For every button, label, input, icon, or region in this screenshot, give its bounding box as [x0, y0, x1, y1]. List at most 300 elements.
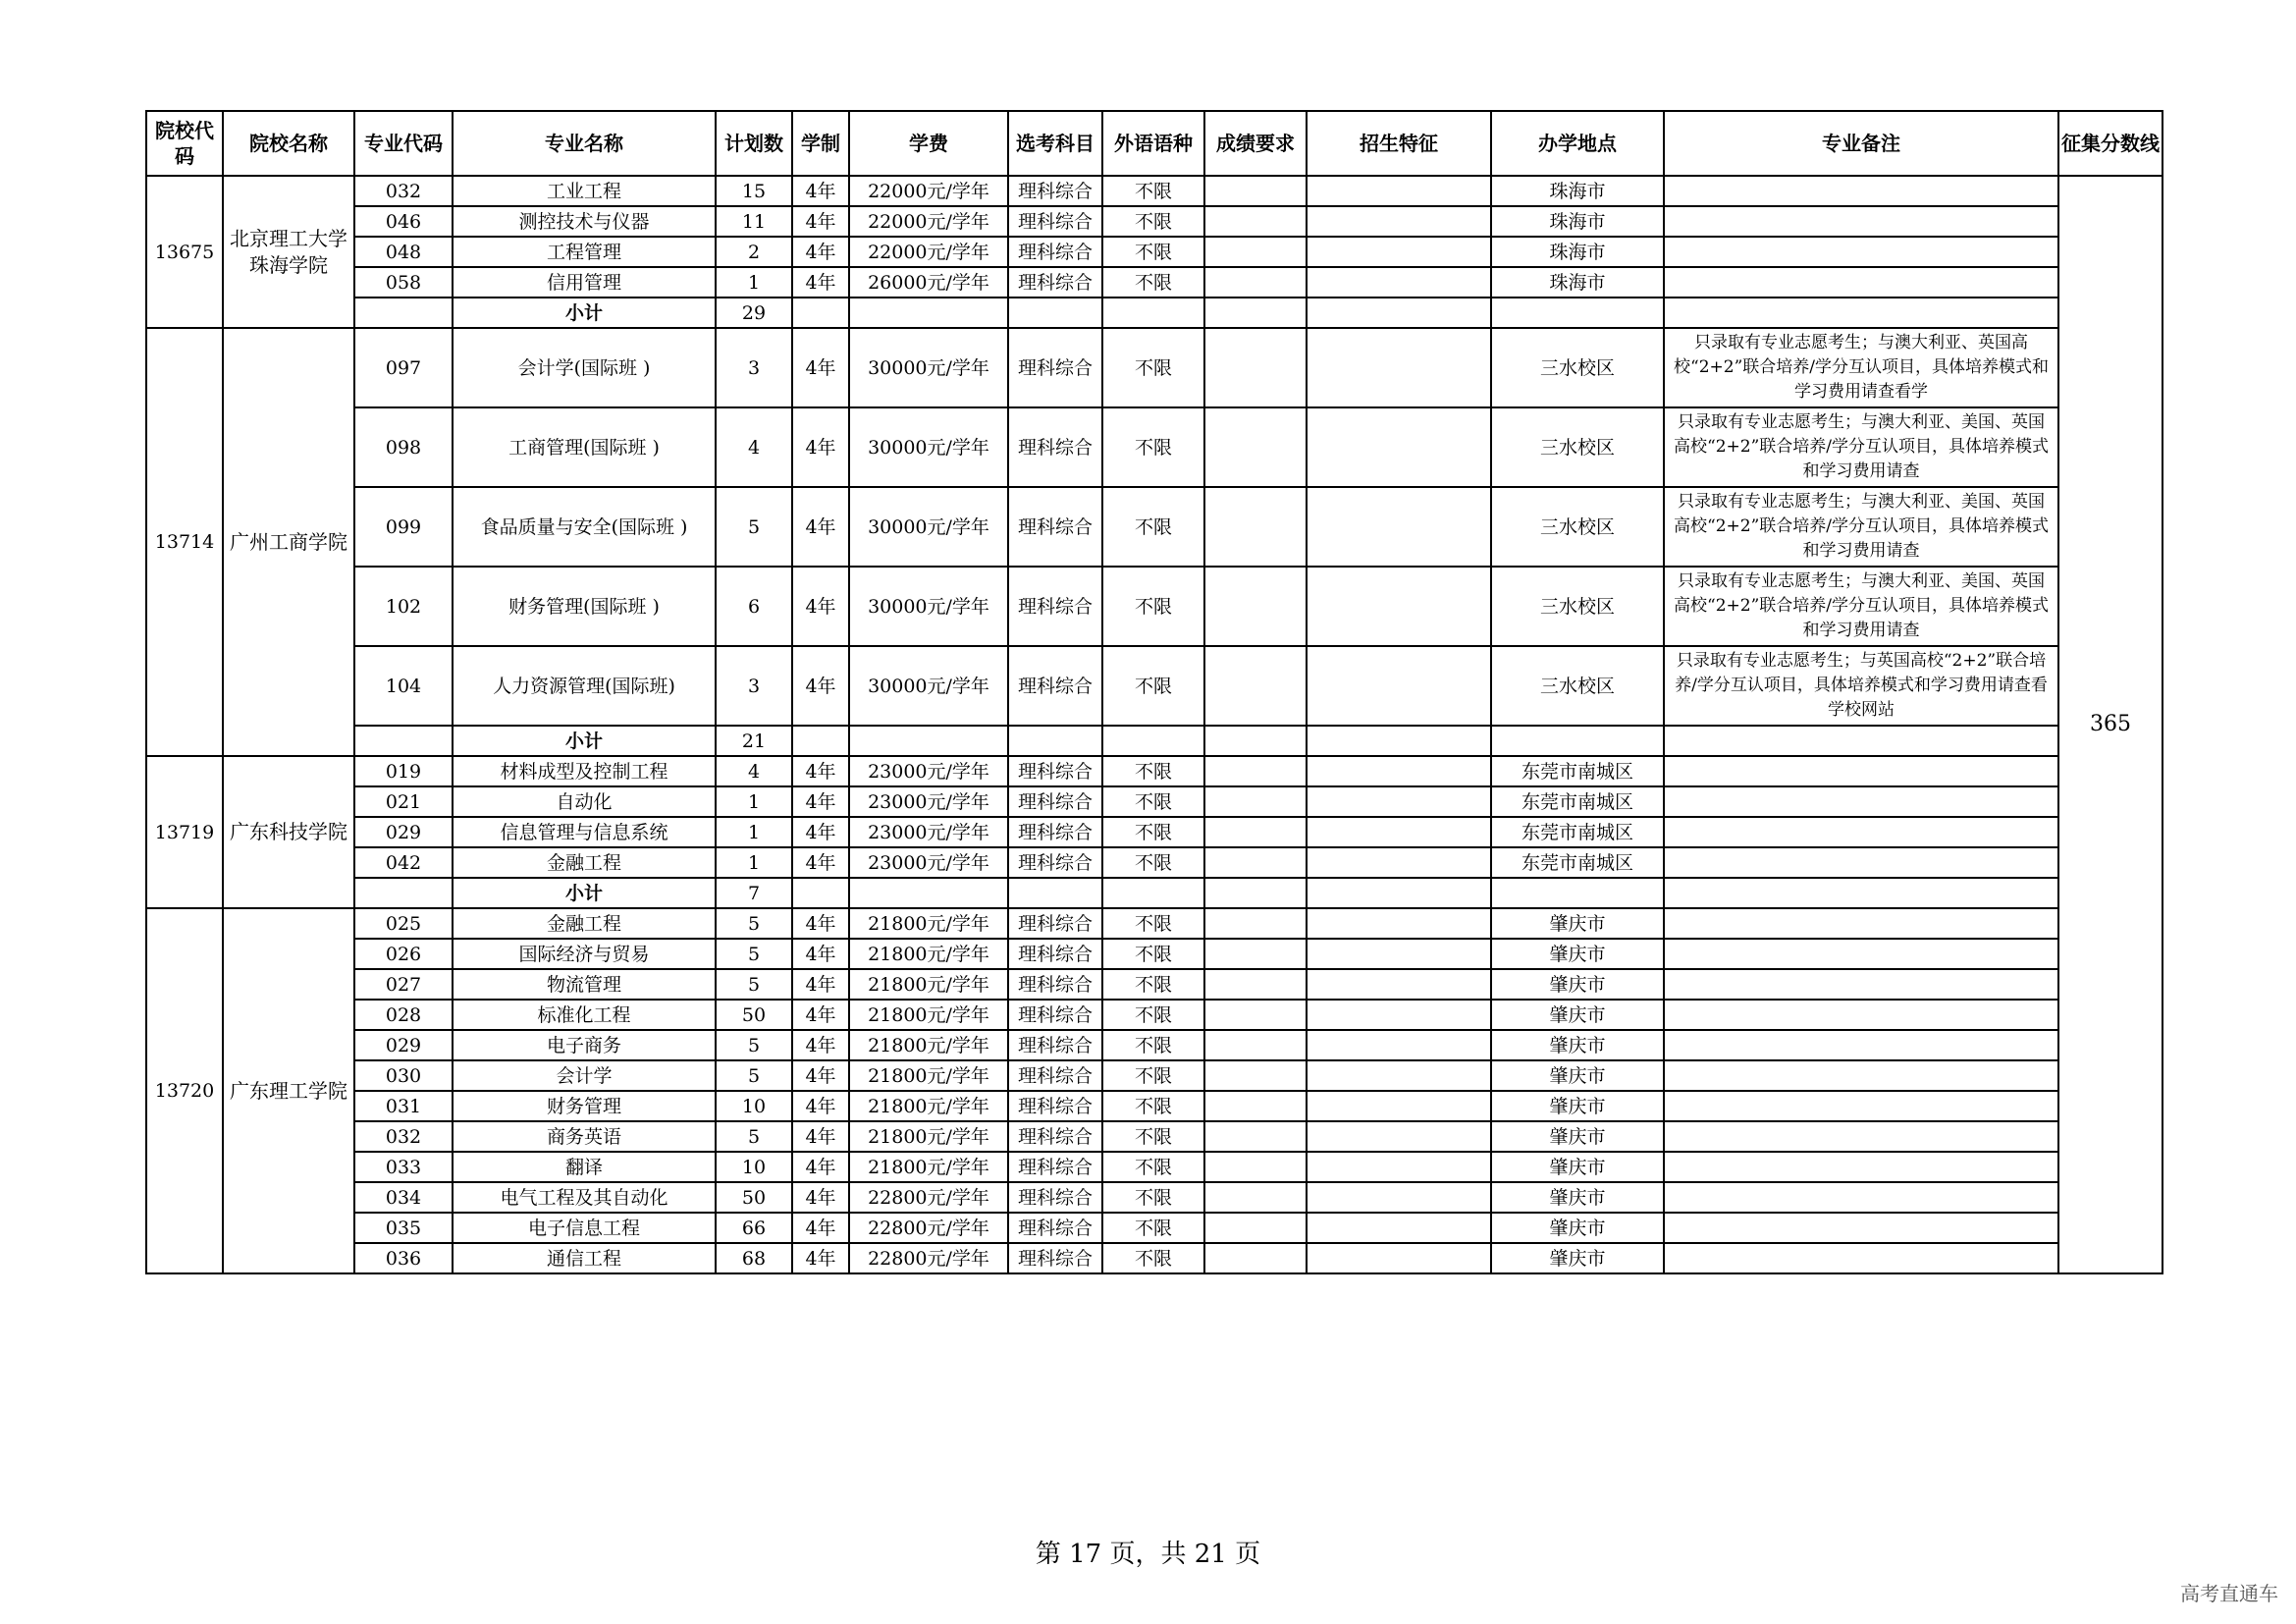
location-cell: 三水校区	[1491, 487, 1664, 567]
language-cell: 不限	[1102, 786, 1204, 817]
major-code-cell: 032	[354, 1121, 453, 1152]
major-name-cell: 标准化工程	[453, 1000, 716, 1030]
duration-cell: 4年	[792, 756, 849, 786]
subtotal-value-cell: 29	[716, 298, 792, 328]
major-name-cell: 自动化	[453, 786, 716, 817]
features-cell	[1307, 847, 1491, 878]
plan-count-cell: 5	[716, 1121, 792, 1152]
tuition-cell: 22800元/学年	[849, 1182, 1008, 1213]
empty-cell	[1664, 726, 2058, 756]
notes-cell	[1664, 908, 2058, 939]
major-code-cell: 033	[354, 1152, 453, 1182]
score-req-cell	[1204, 847, 1307, 878]
plan-count-cell: 66	[716, 1213, 792, 1243]
major-code-cell: 099	[354, 487, 453, 567]
page-footer: 第 17 页，共 21 页	[1035, 1540, 1261, 1569]
language-cell: 不限	[1102, 969, 1204, 1000]
language-cell: 不限	[1102, 1121, 1204, 1152]
notes-cell	[1664, 969, 2058, 1000]
notes-cell	[1664, 1091, 2058, 1121]
major-code-cell: 102	[354, 567, 453, 646]
major-name-cell: 金融工程	[453, 847, 716, 878]
subjects-cell: 理科综合	[1008, 1030, 1102, 1060]
table-row	[146, 328, 2163, 407]
features-cell	[1307, 817, 1491, 847]
major-code-cell: 048	[354, 237, 453, 267]
subtotal-row	[146, 726, 2163, 756]
plan-count-cell: 50	[716, 1000, 792, 1030]
tuition-cell: 21800元/学年	[849, 1000, 1008, 1030]
empty-cell	[792, 726, 849, 756]
duration-cell: 4年	[792, 267, 849, 298]
subjects-cell: 理科综合	[1008, 267, 1102, 298]
table-row	[146, 939, 2163, 969]
notes-cell	[1664, 237, 2058, 267]
plan-count-cell: 50	[716, 1182, 792, 1213]
plan-count-cell: 10	[716, 1152, 792, 1182]
features-cell	[1307, 267, 1491, 298]
table-row	[146, 176, 2163, 206]
score-req-cell	[1204, 487, 1307, 567]
header-language: 外语语种	[1102, 111, 1204, 176]
language-cell: 不限	[1102, 1000, 1204, 1030]
subjects-cell: 理科综合	[1008, 817, 1102, 847]
score-line-cell: 365	[2058, 176, 2163, 1273]
major-code-cell: 046	[354, 206, 453, 237]
score-req-cell	[1204, 1182, 1307, 1213]
score-req-cell	[1204, 1121, 1307, 1152]
empty-cell	[1307, 298, 1491, 328]
features-cell	[1307, 206, 1491, 237]
header-duration: 学制	[792, 111, 849, 176]
score-req-cell	[1204, 206, 1307, 237]
major-code-cell: 021	[354, 786, 453, 817]
language-cell: 不限	[1102, 206, 1204, 237]
features-cell	[1307, 1152, 1491, 1182]
duration-cell: 4年	[792, 567, 849, 646]
features-cell	[1307, 1060, 1491, 1091]
notes-cell	[1664, 267, 2058, 298]
subjects-cell: 理科综合	[1008, 1121, 1102, 1152]
major-name-cell: 电子信息工程	[453, 1213, 716, 1243]
score-req-cell	[1204, 786, 1307, 817]
language-cell: 不限	[1102, 847, 1204, 878]
major-name-cell: 物流管理	[453, 969, 716, 1000]
location-cell: 珠海市	[1491, 267, 1664, 298]
subjects-cell: 理科综合	[1008, 237, 1102, 267]
major-name-cell: 通信工程	[453, 1243, 716, 1273]
major-code-cell: 029	[354, 817, 453, 847]
score-req-cell	[1204, 908, 1307, 939]
location-cell: 三水校区	[1491, 567, 1664, 646]
features-cell	[1307, 908, 1491, 939]
subjects-cell: 理科综合	[1008, 1152, 1102, 1182]
notes-cell	[1664, 1152, 2058, 1182]
language-cell: 不限	[1102, 487, 1204, 567]
score-req-cell	[1204, 1091, 1307, 1121]
score-req-cell	[1204, 1213, 1307, 1243]
notes-cell	[1664, 1182, 2058, 1213]
empty-cell	[1307, 726, 1491, 756]
major-code-cell: 036	[354, 1243, 453, 1273]
language-cell: 不限	[1102, 939, 1204, 969]
major-code-cell: 027	[354, 969, 453, 1000]
duration-cell: 4年	[792, 1152, 849, 1182]
language-cell: 不限	[1102, 1060, 1204, 1091]
empty-cell	[792, 298, 849, 328]
language-cell: 不限	[1102, 908, 1204, 939]
empty-cell	[1491, 878, 1664, 908]
header-school-name: 院校名称	[223, 111, 354, 176]
subtotal-spacer-cell	[354, 298, 453, 328]
major-name-cell: 工业工程	[453, 176, 716, 206]
tuition-cell: 30000元/学年	[849, 567, 1008, 646]
school-name-cell: 北京理工大学珠海学院	[223, 176, 354, 328]
location-cell: 东莞市南城区	[1491, 847, 1664, 878]
major-name-cell: 电气工程及其自动化	[453, 1182, 716, 1213]
score-req-cell	[1204, 407, 1307, 487]
features-cell	[1307, 1030, 1491, 1060]
plan-count-cell: 5	[716, 939, 792, 969]
duration-cell: 4年	[792, 1060, 849, 1091]
subjects-cell: 理科综合	[1008, 908, 1102, 939]
features-cell	[1307, 646, 1491, 726]
header-row	[146, 111, 2163, 176]
tuition-cell: 30000元/学年	[849, 328, 1008, 407]
language-cell: 不限	[1102, 1182, 1204, 1213]
notes-cell	[1664, 1243, 2058, 1273]
location-cell: 肇庆市	[1491, 1243, 1664, 1273]
tuition-cell: 21800元/学年	[849, 1091, 1008, 1121]
empty-cell	[1204, 298, 1307, 328]
tuition-cell: 23000元/学年	[849, 817, 1008, 847]
notes-cell	[1664, 1213, 2058, 1243]
location-cell: 肇庆市	[1491, 908, 1664, 939]
language-cell: 不限	[1102, 1243, 1204, 1273]
header-features: 招生特征	[1307, 111, 1491, 176]
subtotal-spacer-cell	[354, 726, 453, 756]
plan-count-cell: 5	[716, 969, 792, 1000]
empty-cell	[1008, 726, 1102, 756]
table-row	[146, 786, 2163, 817]
major-name-cell: 测控技术与仪器	[453, 206, 716, 237]
subjects-cell: 理科综合	[1008, 407, 1102, 487]
subtotal-label-cell: 小计	[453, 298, 716, 328]
language-cell: 不限	[1102, 407, 1204, 487]
subjects-cell: 理科综合	[1008, 786, 1102, 817]
empty-cell	[849, 878, 1008, 908]
plan-count-cell: 5	[716, 487, 792, 567]
features-cell	[1307, 567, 1491, 646]
school-code-cell: 13719	[146, 756, 223, 908]
location-cell: 东莞市南城区	[1491, 786, 1664, 817]
table-row	[146, 487, 2163, 567]
score-req-cell	[1204, 1243, 1307, 1273]
table-row	[146, 756, 2163, 786]
plan-count-cell: 1	[716, 267, 792, 298]
tuition-cell: 21800元/学年	[849, 1121, 1008, 1152]
plan-count-cell: 1	[716, 817, 792, 847]
plan-count-cell: 4	[716, 756, 792, 786]
plan-count-cell: 5	[716, 908, 792, 939]
tuition-cell: 30000元/学年	[849, 487, 1008, 567]
table-row	[146, 1121, 2163, 1152]
table-row	[146, 1213, 2163, 1243]
notes-cell	[1664, 206, 2058, 237]
plan-count-cell: 1	[716, 847, 792, 878]
major-code-cell: 097	[354, 328, 453, 407]
major-name-cell: 会计学(国际班 )	[453, 328, 716, 407]
language-cell: 不限	[1102, 756, 1204, 786]
major-code-cell: 098	[354, 407, 453, 487]
notes-cell: 只录取有专业志愿考生；与澳大利亚、美国、英国高校“2+2”联合培养/学分互认项目，具体培养模式和学习费用请查	[1664, 567, 2058, 646]
plan-count-cell: 1	[716, 786, 792, 817]
subjects-cell: 理科综合	[1008, 969, 1102, 1000]
location-cell: 珠海市	[1491, 237, 1664, 267]
score-req-cell	[1204, 939, 1307, 969]
header-plan-count: 计划数	[716, 111, 792, 176]
empty-cell	[1102, 878, 1204, 908]
table-row	[146, 1000, 2163, 1030]
empty-cell	[1204, 878, 1307, 908]
tuition-cell: 21800元/学年	[849, 969, 1008, 1000]
subjects-cell: 理科综合	[1008, 328, 1102, 407]
language-cell: 不限	[1102, 646, 1204, 726]
header-tuition: 学费	[849, 111, 1008, 176]
subtotal-value-cell: 21	[716, 726, 792, 756]
major-code-cell: 029	[354, 1030, 453, 1060]
location-cell: 东莞市南城区	[1491, 817, 1664, 847]
score-req-cell	[1204, 646, 1307, 726]
features-cell	[1307, 939, 1491, 969]
major-name-cell: 财务管理(国际班 )	[453, 567, 716, 646]
plan-count-cell: 3	[716, 328, 792, 407]
plan-count-cell: 11	[716, 206, 792, 237]
empty-cell	[1491, 726, 1664, 756]
table-row	[146, 1152, 2163, 1182]
subjects-cell: 理科综合	[1008, 206, 1102, 237]
major-name-cell: 人力资源管理(国际班)	[453, 646, 716, 726]
score-req-cell	[1204, 1030, 1307, 1060]
features-cell	[1307, 328, 1491, 407]
school-code-cell: 13714	[146, 328, 223, 756]
header-school-code: 院校代码	[146, 111, 223, 176]
plan-count-cell: 5	[716, 1030, 792, 1060]
table-row	[146, 847, 2163, 878]
notes-cell: 只录取有专业志愿考生；与澳大利亚、美国、英国高校“2+2”联合培养/学分互认项目，具体培养模式和学习费用请查	[1664, 487, 2058, 567]
plan-count-cell: 5	[716, 1060, 792, 1091]
subtotal-label-cell: 小计	[453, 878, 716, 908]
duration-cell: 4年	[792, 1243, 849, 1273]
major-code-cell: 030	[354, 1060, 453, 1091]
language-cell: 不限	[1102, 328, 1204, 407]
table-row	[146, 1060, 2163, 1091]
notes-cell	[1664, 817, 2058, 847]
duration-cell: 4年	[792, 1000, 849, 1030]
subjects-cell: 理科综合	[1008, 646, 1102, 726]
location-cell: 三水校区	[1491, 328, 1664, 407]
notes-cell	[1664, 756, 2058, 786]
empty-cell	[1102, 298, 1204, 328]
table-row	[146, 908, 2163, 939]
major-code-cell: 026	[354, 939, 453, 969]
score-req-cell	[1204, 1060, 1307, 1091]
table-row	[146, 1243, 2163, 1273]
empty-cell	[1102, 726, 1204, 756]
subjects-cell: 理科综合	[1008, 1213, 1102, 1243]
tuition-cell: 23000元/学年	[849, 786, 1008, 817]
tuition-cell: 21800元/学年	[849, 939, 1008, 969]
table-row	[146, 267, 2163, 298]
language-cell: 不限	[1102, 267, 1204, 298]
features-cell	[1307, 756, 1491, 786]
tuition-cell: 21800元/学年	[849, 908, 1008, 939]
location-cell: 东莞市南城区	[1491, 756, 1664, 786]
duration-cell: 4年	[792, 847, 849, 878]
empty-cell	[1664, 878, 2058, 908]
major-code-cell: 034	[354, 1182, 453, 1213]
features-cell	[1307, 1091, 1491, 1121]
plan-count-cell: 10	[716, 1091, 792, 1121]
major-code-cell: 035	[354, 1213, 453, 1243]
location-cell: 珠海市	[1491, 176, 1664, 206]
subjects-cell: 理科综合	[1008, 1091, 1102, 1121]
subjects-cell: 理科综合	[1008, 756, 1102, 786]
duration-cell: 4年	[792, 176, 849, 206]
score-req-cell	[1204, 328, 1307, 407]
duration-cell: 4年	[792, 817, 849, 847]
score-req-cell	[1204, 1000, 1307, 1030]
table-row	[146, 407, 2163, 487]
header-score-req: 成绩要求	[1204, 111, 1307, 176]
tuition-cell: 30000元/学年	[849, 646, 1008, 726]
subjects-cell: 理科综合	[1008, 176, 1102, 206]
duration-cell: 4年	[792, 939, 849, 969]
language-cell: 不限	[1102, 1213, 1204, 1243]
language-cell: 不限	[1102, 1030, 1204, 1060]
features-cell	[1307, 1213, 1491, 1243]
tuition-cell: 23000元/学年	[849, 756, 1008, 786]
subtotal-spacer-cell	[354, 878, 453, 908]
tuition-cell: 23000元/学年	[849, 847, 1008, 878]
plan-count-cell: 68	[716, 1243, 792, 1273]
header-major-name: 专业名称	[453, 111, 716, 176]
subjects-cell: 理科综合	[1008, 1000, 1102, 1030]
subjects-cell: 理科综合	[1008, 1182, 1102, 1213]
school-code-cell: 13720	[146, 908, 223, 1273]
score-req-cell	[1204, 267, 1307, 298]
language-cell: 不限	[1102, 237, 1204, 267]
features-cell	[1307, 407, 1491, 487]
duration-cell: 4年	[792, 908, 849, 939]
empty-cell	[1664, 298, 2058, 328]
tuition-cell: 21800元/学年	[849, 1030, 1008, 1060]
table-row	[146, 1091, 2163, 1121]
notes-cell	[1664, 1000, 2058, 1030]
duration-cell: 4年	[792, 237, 849, 267]
notes-cell	[1664, 1060, 2058, 1091]
major-code-cell: 032	[354, 176, 453, 206]
duration-cell: 4年	[792, 206, 849, 237]
major-name-cell: 信用管理	[453, 267, 716, 298]
score-req-cell	[1204, 1152, 1307, 1182]
major-name-cell: 国际经济与贸易	[453, 939, 716, 969]
location-cell: 肇庆市	[1491, 939, 1664, 969]
duration-cell: 4年	[792, 1030, 849, 1060]
duration-cell: 4年	[792, 1213, 849, 1243]
tuition-cell: 21800元/学年	[849, 1152, 1008, 1182]
location-cell: 肇庆市	[1491, 1000, 1664, 1030]
score-req-cell	[1204, 567, 1307, 646]
location-cell: 三水校区	[1491, 646, 1664, 726]
notes-cell	[1664, 1121, 2058, 1152]
empty-cell	[1008, 298, 1102, 328]
empty-cell	[849, 726, 1008, 756]
location-cell: 肇庆市	[1491, 1182, 1664, 1213]
features-cell	[1307, 487, 1491, 567]
features-cell	[1307, 969, 1491, 1000]
major-name-cell: 会计学	[453, 1060, 716, 1091]
major-code-cell: 025	[354, 908, 453, 939]
tuition-cell: 22000元/学年	[849, 237, 1008, 267]
subtotal-row	[146, 878, 2163, 908]
notes-cell	[1664, 786, 2058, 817]
location-cell: 肇庆市	[1491, 1030, 1664, 1060]
features-cell	[1307, 786, 1491, 817]
major-name-cell: 材料成型及控制工程	[453, 756, 716, 786]
major-name-cell: 财务管理	[453, 1091, 716, 1121]
features-cell	[1307, 176, 1491, 206]
empty-cell	[849, 298, 1008, 328]
tuition-cell: 22800元/学年	[849, 1243, 1008, 1273]
score-req-cell	[1204, 756, 1307, 786]
header-location: 办学地点	[1491, 111, 1664, 176]
duration-cell: 4年	[792, 969, 849, 1000]
features-cell	[1307, 1243, 1491, 1273]
subjects-cell: 理科综合	[1008, 847, 1102, 878]
table-row	[146, 969, 2163, 1000]
header-major-code: 专业代码	[354, 111, 453, 176]
language-cell: 不限	[1102, 817, 1204, 847]
duration-cell: 4年	[792, 328, 849, 407]
location-cell: 肇庆市	[1491, 1213, 1664, 1243]
major-code-cell: 042	[354, 847, 453, 878]
major-code-cell: 104	[354, 646, 453, 726]
plan-count-cell: 6	[716, 567, 792, 646]
notes-cell	[1664, 176, 2058, 206]
major-name-cell: 工程管理	[453, 237, 716, 267]
school-code-cell: 13675	[146, 176, 223, 328]
location-cell: 珠海市	[1491, 206, 1664, 237]
location-cell: 肇庆市	[1491, 1121, 1664, 1152]
table-row	[146, 817, 2163, 847]
admission-plan-table	[145, 110, 2163, 1274]
location-cell: 肇庆市	[1491, 1152, 1664, 1182]
major-name-cell: 工商管理(国际班 )	[453, 407, 716, 487]
major-name-cell: 食品质量与安全(国际班 )	[453, 487, 716, 567]
subtotal-row	[146, 298, 2163, 328]
table-row	[146, 206, 2163, 237]
table-row	[146, 567, 2163, 646]
major-name-cell: 翻译	[453, 1152, 716, 1182]
score-req-cell	[1204, 176, 1307, 206]
plan-count-cell: 2	[716, 237, 792, 267]
plan-count-cell: 4	[716, 407, 792, 487]
school-name-cell: 广东科技学院	[223, 756, 354, 908]
features-cell	[1307, 237, 1491, 267]
header-notes: 专业备注	[1664, 111, 2058, 176]
tuition-cell: 26000元/学年	[849, 267, 1008, 298]
